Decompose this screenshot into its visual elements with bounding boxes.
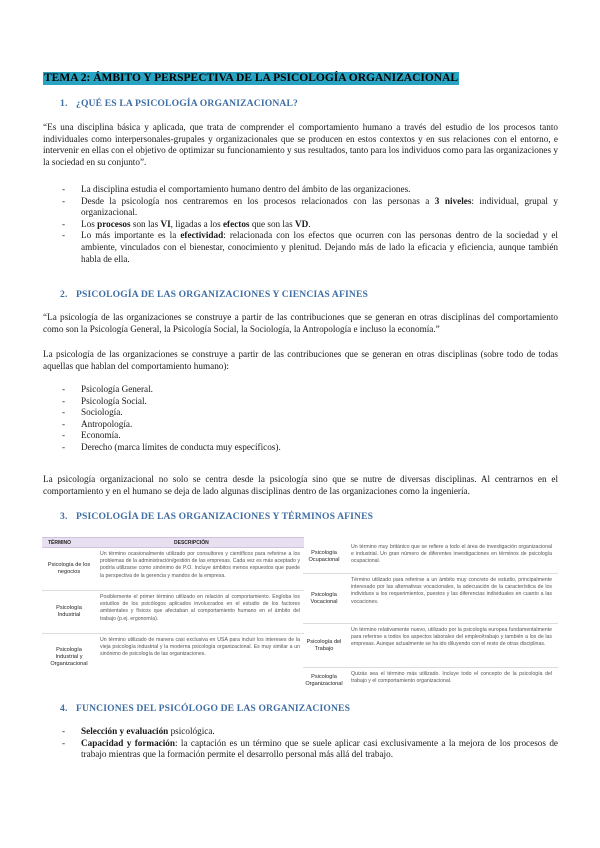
section-number: 4.: [60, 703, 68, 714]
section-number: 2.: [60, 289, 68, 300]
column-header-description: DESCRIPCIÓN: [174, 539, 209, 546]
section-2-heading: [60, 289, 368, 300]
description-cell: Término utilizado para referirse a un ámbito muy concreto de estudio, principalmente interesado por las alternativas vocacionales, la adecuación de la característica de los individuos a los requerimientos, puestos y las diferencias individuales en cuanto a las vocaciones.: [351, 577, 552, 605]
term-cell: Psicología del Trabajo: [306, 638, 342, 652]
contributions-quote: “La psicología de las organizaciones se construye a partir de las contribuciones que se generan en otras disciplinas del comportamiento como son la Psicología General, la Psicología Social, la Sociología, la Antropología e incluso la economía.”: [43, 312, 558, 334]
description-cell: Un término muy británico que se refiere a todo el área de investigación organizacional e industrial. Un gran número de diferentes investigaciones en términos de psicología ocupacional.: [351, 544, 552, 565]
term-cell: Psicología Industrial: [56, 605, 82, 618]
table-row: [303, 624, 558, 668]
terms-table-right: [303, 541, 558, 694]
section-title: PSICOLOGÍA DE LAS ORGANIZACIONES Y CIENCIAS AFINES: [76, 289, 368, 300]
table-row: [303, 668, 558, 694]
table-row: [303, 574, 558, 624]
section-title: ¿QUÉ ES LA PSICOLOGÍA ORGANIZACIONAL?: [76, 98, 298, 109]
column-header-term: TÉRMINO: [48, 539, 72, 546]
section-1-bullets: [62, 184, 558, 265]
section-4-bullets: [62, 726, 558, 761]
list-item: - La disciplina estudia el comportamiento humano dentro del ámbito de las organizaciones.: [62, 184, 558, 196]
description-cell: Un término utilizado de manera casi exclusiva en USA para incluir los intereses de la vieja psicología industrial y la moderna psicología organizacional. Es muy similar a un sinónimo de psicología de las organizaciones.: [100, 637, 300, 658]
term-cell: Psicología Industrial y Organizacional: [50, 646, 88, 667]
section-title: FUNCIONES DEL PSICÓLOGO DE LAS ORGANIZACIONES: [76, 703, 351, 714]
term-cell: Psicología de los negocios: [47, 562, 91, 575]
term-cell: Psicología Ocupacional: [308, 550, 340, 563]
table-row: [42, 634, 304, 680]
list-item: - Derecho (marca límites de conducta muy específicos).: [62, 442, 558, 454]
table-row: [42, 591, 304, 634]
list-item: - Sociología.: [62, 407, 558, 419]
section-3-heading: [60, 511, 373, 522]
section-title: PSICOLOGÍA DE LAS ORGANIZACIONES Y TÉRMINOS AFINES: [76, 511, 374, 522]
list-item: - Desde la psicología nos centraremos en los procesos relacionados con las personas a 3 niveles: individual, grupal y organizacional.: [62, 196, 558, 219]
table-row: [42, 548, 304, 591]
contributions-intro: La psicología de las organizaciones se construye a partir de las contribuciones que se generan en otras disciplinas (sobre todo de todas aquellas que hablan del comportamiento humano):: [43, 349, 558, 371]
list-item: - Economía.: [62, 430, 558, 442]
list-item: - Selección y evaluación psicológica.: [62, 726, 558, 738]
description-cell: Quizás sea el término más utilizado. Incluye todo el concepto de la psicología del trabajo y el comportamiento organizacional.: [351, 671, 552, 685]
section-number: 1.: [60, 98, 68, 109]
list-item: - Los procesos son las VI, ligadas a los efectos que son las VD.: [62, 219, 558, 231]
list-item: - Psicología Social.: [62, 396, 558, 408]
disciplines-list: [62, 384, 558, 454]
section-1-heading: [60, 98, 298, 109]
term-cell: Psicología Organizacional: [305, 674, 343, 687]
list-item: - Lo más importante es la efectividad: relacionada con los efectos que ocurren con las personas dentro de la sociedad y el ambiente, vinculados con el bienestar, conocimiento y plenitud. Dejando más de lado la eficacia y eficiencia, aunque también habla de ella.: [62, 230, 558, 265]
description-cell: Posiblemente el primer término utilizado en relación al comportamiento. Engloba los estudios de los psicólogos aplicados involucrados en el estudio de los factores ambientales y físicos que afectaban al comportamiento humano en el ámbito del trabajo (p.ej. ergonomía).: [100, 594, 300, 622]
document-title: TEMA 2: ÁMBITO Y PERSPECTIVA DE LA PSICOLOGÍA ORGANIZACIONAL: [44, 72, 459, 84]
table-header: [42, 537, 304, 548]
contributions-closing: La psicología organizacional no solo se centra desde la psicología sino que se nutre de diversas disciplinas. Al centrarnos en el comportamiento y en el humano se deja de lado algunas disciplinas dentro de las organizaciones como la ingeniería.: [43, 474, 558, 496]
description-cell: Un término ocasionalmente utilizado por consultores y científicos para referirse a los problemas de la administración/gestión de las empresas. Cada vez es más aceptado y podría utilizarse como sinónimo de P.O. Incluye ámbitos menos expuestos que puede la perspectiva de la gerencia y mandos de la empresa.: [100, 551, 300, 579]
term-cell: Psicología Vocacional: [310, 591, 338, 605]
list-item: - Capacidad y formación: la captación es un término que se suele aplicar casi exclusivamente a la mejora de los procesos de trabajo mientras que la formación permite el desarrollo personal más allá del trabajo.: [62, 738, 558, 761]
description-cell: Un término relativamente nuevo, utilizado por la psicología europea fundamentalmente para referirse a todos los aspectos laborales del empleo/trabajo y también a los de las empresas. Aunque actualmente se ha ido diluyendo con el resto de otras disciplinas.: [351, 627, 552, 648]
terms-table-left: [42, 537, 304, 680]
definition-quote: “Es una disciplina básica y aplicada, que trata de comprender el comportamiento humano a través del estudio de los procesos tanto individuales como interpersonales-grupales y organizacionales que se producen en estos contextos y en sus relaciones con el entorno, e intervenir en ellas con el objetivo de optimizar su funcionamiento y sus resultados, tanto para los individuos como para las organizaciones y la sociedad en su conjunto”.: [43, 122, 558, 167]
table-row: [303, 541, 558, 574]
list-item: - Psicología General.: [62, 384, 558, 396]
section-number: 3.: [60, 511, 68, 522]
section-4-heading: [60, 703, 350, 714]
list-item: - Antropología.: [62, 419, 558, 431]
